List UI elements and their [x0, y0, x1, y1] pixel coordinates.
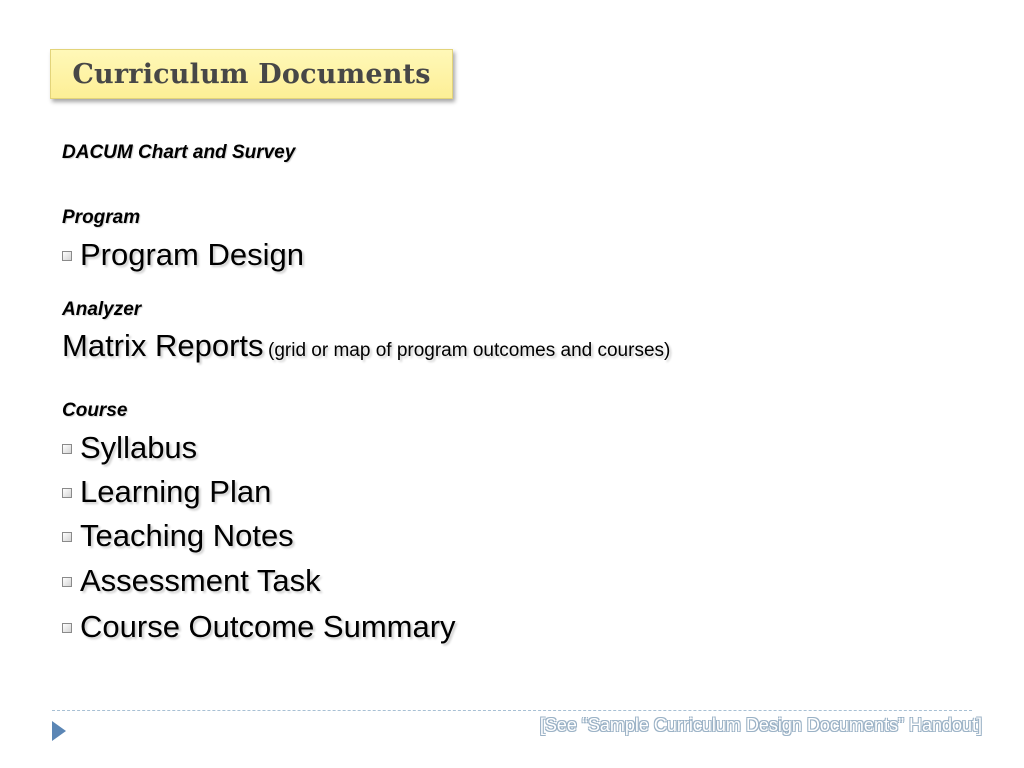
handout-reference: [See “Sample Curriculum Design Documents” Handout]: [539, 715, 982, 735]
list-item-label: Assessment Task: [80, 563, 321, 598]
square-bullet-icon: [62, 488, 72, 498]
list-item-label: Syllabus: [80, 430, 198, 465]
matrix-reports-note: [268, 340, 670, 361]
list-item-label: Course Outcome Summary: [80, 609, 456, 644]
note-open-paren: (: [268, 340, 275, 361]
next-arrow-icon[interactable]: [52, 721, 66, 741]
list-item-label: Teaching Notes: [80, 518, 294, 553]
slide-title: Curriculum Documents: [72, 58, 431, 90]
matrix-reports-label: Matrix Reports: [62, 328, 264, 363]
note-text: grid or map of program outcomes and courses: [274, 340, 665, 361]
footer-divider: [52, 710, 972, 711]
title-banner: [50, 49, 453, 99]
heading-analyzer: Analyzer: [62, 299, 142, 320]
list-item-assessment-task: [62, 563, 321, 599]
list-item-learning-plan: [62, 474, 271, 510]
list-item-program-design: [62, 237, 304, 273]
square-bullet-icon: [62, 577, 72, 587]
list-item-course-outcome-summary: [62, 609, 456, 645]
matrix-reports-line: [62, 328, 670, 364]
heading-dacum: DACUM Chart and Survey: [62, 142, 296, 163]
list-item-label: Learning Plan: [80, 474, 272, 509]
list-item-teaching-notes: [62, 518, 294, 554]
heading-course: Course: [62, 400, 128, 421]
square-bullet-icon: [62, 623, 72, 633]
list-item-label: Program Design: [80, 237, 304, 272]
square-bullet-icon: [62, 444, 72, 454]
heading-program: Program: [62, 207, 141, 228]
square-bullet-icon: [62, 251, 72, 261]
square-bullet-icon: [62, 532, 72, 542]
note-close-paren: ): [664, 340, 671, 361]
list-item-syllabus: [62, 430, 197, 466]
